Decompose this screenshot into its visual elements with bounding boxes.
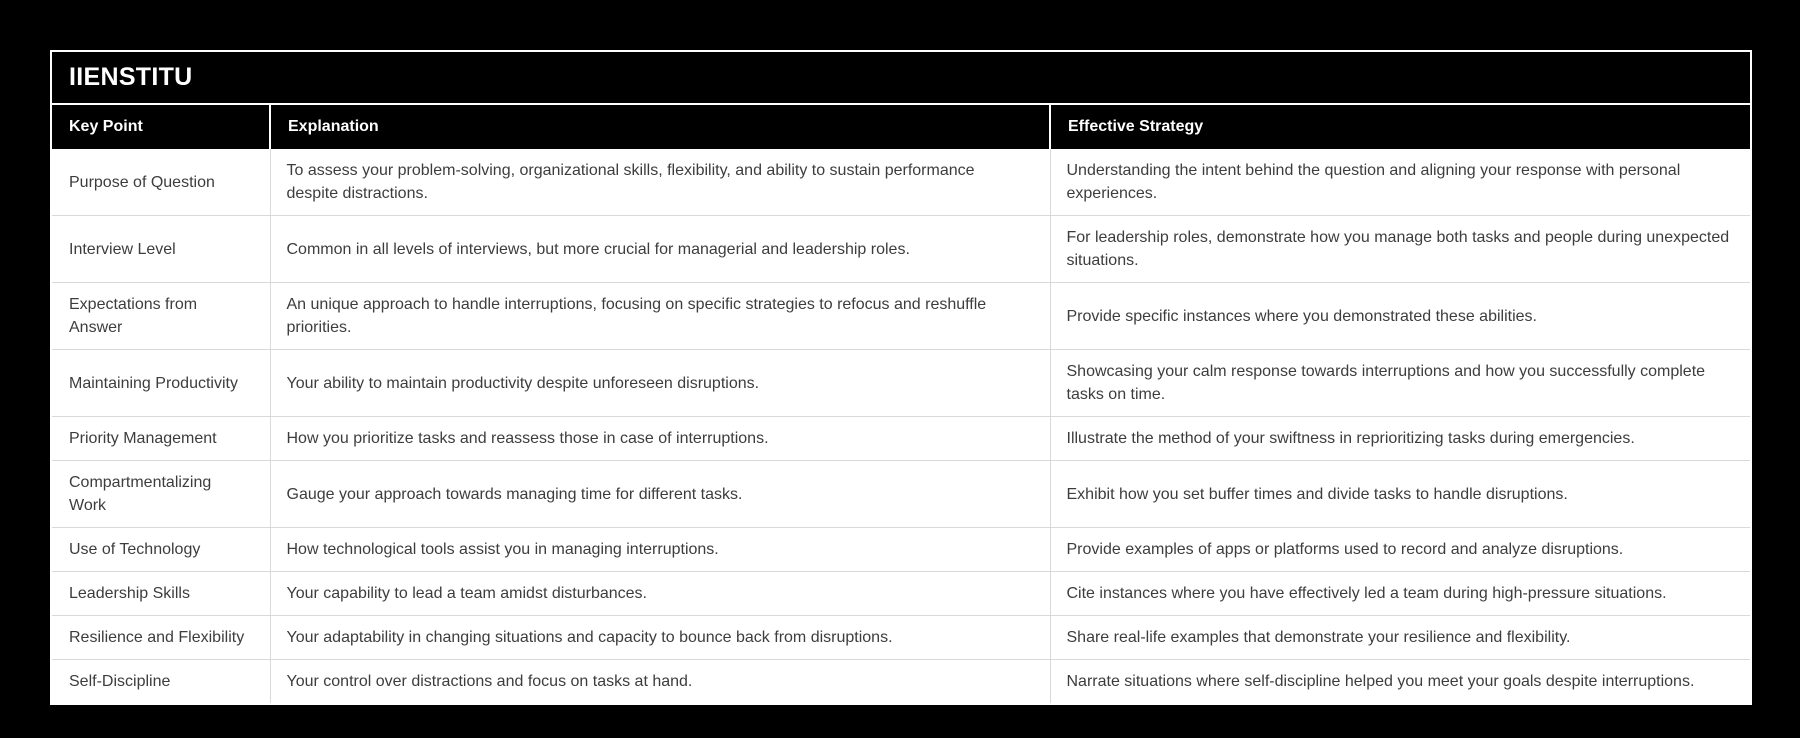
key-point-cell: Priority Management (52, 417, 270, 461)
column-header-explanation: Explanation (270, 105, 1050, 149)
key-point-cell: Compartmentalizing Work (52, 461, 270, 528)
explanation-cell: Gauge your approach towards managing time for different tasks. (270, 461, 1050, 528)
table-row (52, 283, 1750, 350)
table-row (52, 528, 1750, 572)
table-row (52, 461, 1750, 528)
table-row (52, 350, 1750, 417)
strategy-cell: Share real-life examples that demonstrate your resilience and flexibility. (1050, 616, 1750, 660)
key-point-cell: Purpose of Question (69, 173, 215, 191)
key-point-cell: Interview Level (52, 216, 270, 283)
key-points-table (52, 105, 1750, 703)
table-row (52, 216, 1750, 283)
key-point-cell: Self-Discipline (52, 660, 270, 704)
explanation-cell: Your control over distractions and focus on tasks at hand. (270, 660, 1050, 704)
column-header-key-point: Key Point (52, 105, 270, 149)
table-row (52, 616, 1750, 660)
explanation-cell: Common in all levels of interviews, but more crucial for managerial and leadership roles. (270, 216, 1050, 283)
explanation-cell: Your capability to lead a team amidst disturbances. (270, 572, 1050, 616)
explanation-cell: How you prioritize tasks and reassess those in case of interruptions. (270, 417, 1050, 461)
strategy-cell: Provide examples of apps or platforms used to record and analyze disruptions. (1050, 528, 1750, 572)
explanation-cell: An unique approach to handle interruptions, focusing on specific strategies to refocus and reshuffle priorities. (270, 283, 1050, 350)
brand-title: IIENSTITU (52, 52, 1750, 105)
explanation-cell: Your adaptability in changing situations and capacity to bounce back from disruptions. (270, 616, 1050, 660)
strategy-cell: Illustrate the method of your swiftness in reprioritizing tasks during emergencies. (1050, 417, 1750, 461)
explanation-cell: Your ability to maintain productivity despite unforeseen disruptions. (270, 350, 1050, 417)
table-row (52, 660, 1750, 704)
explanation-cell: How technological tools assist you in managing interruptions. (270, 528, 1050, 572)
key-point-cell: Expectations from Answer (52, 283, 270, 350)
table-row (52, 149, 1750, 216)
strategy-cell: Understanding the intent behind the question and aligning your response with personal experiences. (1050, 149, 1750, 216)
strategy-cell: Exhibit how you set buffer times and divide tasks to handle disruptions. (1050, 461, 1750, 528)
key-point-cell: Resilience and Flexibility (52, 616, 270, 660)
strategy-cell: Cite instances where you have effectively led a team during high-pressure situations. (1050, 572, 1750, 616)
table-row (52, 417, 1750, 461)
header-row (52, 105, 1750, 149)
strategy-cell: Provide specific instances where you demonstrated these abilities. (1050, 283, 1750, 350)
key-point-cell: Leadership Skills (52, 572, 270, 616)
strategy-cell: Showcasing your calm response towards interruptions and how you successfully complete tasks on time. (1050, 350, 1750, 417)
key-point-cell: Use of Technology (52, 528, 270, 572)
strategy-cell: Narrate situations where self-discipline helped you meet your goals despite interruptions. (1050, 660, 1750, 704)
table-row (52, 572, 1750, 616)
explanation-cell: To assess your problem-solving, organizational skills, flexibility, and ability to sustain performance despite distractions. (270, 149, 1050, 216)
strategy-cell: For leadership roles, demonstrate how you manage both tasks and people during unexpected situations. (1050, 216, 1750, 283)
table-card (50, 50, 1752, 705)
table-body (52, 149, 1750, 703)
key-point-cell: Maintaining Productivity (52, 350, 270, 417)
column-header-effective-strategy: Effective Strategy (1050, 105, 1750, 149)
